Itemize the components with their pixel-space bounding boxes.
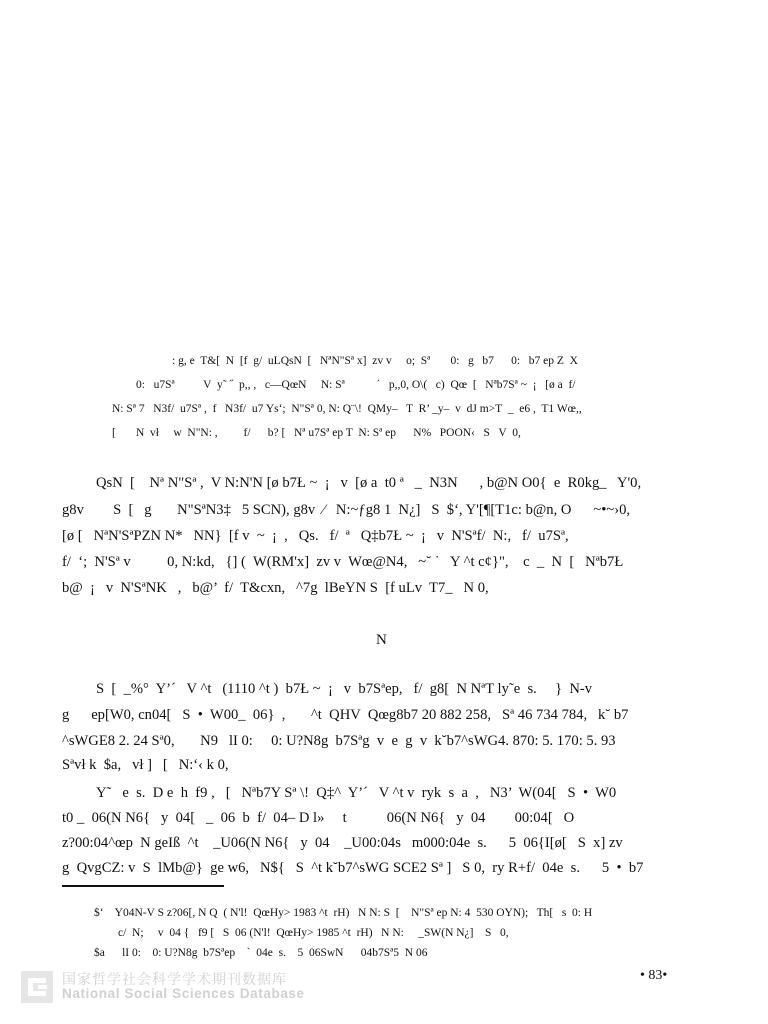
body-line: ^sWGE8 2. 24 Sª0, N9 lI 0: 0: U?N8g b7Sªg v e g v k˘b7^sWG4. 870: 5. 170: 5. 93: [62, 733, 616, 749]
body-line: g8v S [ g N"SªN3‡ 5 SCN), g8v ⁄ N:~ƒg8 1 N¿] S $‘, Y'[¶[T1c: b@n, O ~•~›0,: [62, 502, 631, 518]
watermark-chinese: 国家哲学社会科学学术期刊数据库: [62, 970, 287, 987]
body-line: t0 _ 06(N N6{ y 04[ _ 06 b f/ 04– D l» t 06(N N6{ y 04 00:04[ O: [62, 810, 575, 826]
footnote-divider: [62, 885, 224, 887]
body-line: S [ _%° Y’´ V ^t (1110 ^t ) b7Ł ~ ¡ v b7Sªep, f/ g8[ N NªT ly˜e s. } N-v: [96, 681, 593, 697]
body-line: z?00:04^œp N geIß ^t _U06(N N6{ y 04 _U00:04s m000:04e s. 5 06{I[ø[ S x] zv: [62, 835, 623, 851]
page-number: • 83•: [640, 968, 668, 983]
body-line: g QvgCZ: v S lMb@} ge w6, N${ S ^t k˘b7^sWG SCE2 Sª ] S 0, ry R+f/ 04e s. 5 • b7: [62, 860, 644, 876]
body-line: g ep[W0, cn04[ S • W00_ 06} , ^t QHV Qœg8b7 20 882 258, Sª 46 734 784, k˘ b7: [62, 707, 629, 723]
body-line: b@ ¡ v N'SªNK , b@’ f/ T&cxn, ^7g lBeYN S [f uLv T7_ N 0,: [62, 580, 489, 596]
abstract-line: [ N vł w N"N: , f/ b? [ Nª u7Sª ep T N: Sª ep N% POON‹ S V 0,: [112, 427, 521, 439]
watermark: [20, 970, 305, 1004]
abstract-line: : g, e T&[ N [f g/ uLQsN [ NªN"Sª x] zv v o; Sª 0: g b7 0: b7 ep Z X: [172, 355, 578, 367]
footnote-line: $‘ Y04N-V S z?06[, N Q ( N'l! QœHy> 1983 ^t rH) N N: S [ N"Sª ep N: 4 530 OYN); Th[ s 0: H: [94, 907, 593, 919]
body-line: f/ ‘; N'Sª v 0, N:kd, {] ( W(RM'x] zv v Wœ@N4, ~˘ ˙ Y ^t c¢}", c _ N [ Nªb7Ł: [62, 554, 624, 570]
footnote-line: c/ N; v 04 { f9 [ S 06 (N'l! QœHy> 1985 ^t rH) N N: _SW(N N¿] S 0,: [118, 927, 509, 939]
body-line: Y˜ e s. D e h f9 , [ Nªb7Y Sª \! Q‡^ Y’´ V ^t v ryk s a , N3’ W(04[ S • W0: [96, 785, 617, 801]
body-line: Sªvł k $a, vł ] [ N:‘‹ k 0,: [62, 757, 229, 773]
nssd-logo-icon: [20, 970, 54, 1004]
abstract-line: N: Sª 7 N3f/ u7Sª , f N3f/ u7 Ys‘; N"Sª 0, N: Q¨\! QMy– T R’ _y– v dJ m>T _ e6 , T1 Wœ,,: [112, 403, 582, 415]
watermark-english: National Social Sciences Database: [62, 986, 305, 1002]
body-line: QsN [ Nª N"Sª , V N:N'N [ø b7Ł ~ ¡ v [ø a t0 ª _ N3N , b@N O0{ e R0kg_ Y'0,: [96, 475, 642, 491]
section-heading: N: [376, 632, 387, 648]
footnote-line: $a lI 0: 0: U?N8g b7Sªep ` 04e s. 5 06SwN 04b7Sª5 N 06: [94, 947, 428, 959]
abstract-line: 0: u7Sª V y˜ ˝ p,, , c—QœN N: Sª ´ p,,0, O\( c) Qœ [ Nªb7Sª ~ ¡ [ø a f/: [136, 379, 576, 391]
body-line: [ø [ NªN'SªPZN N* NN} [f v ~ ¡ , Qs. f/ ª Q‡b7Ł ~ ¡ v N'Sªf/ N:, f/ u7Sª,: [62, 528, 569, 544]
